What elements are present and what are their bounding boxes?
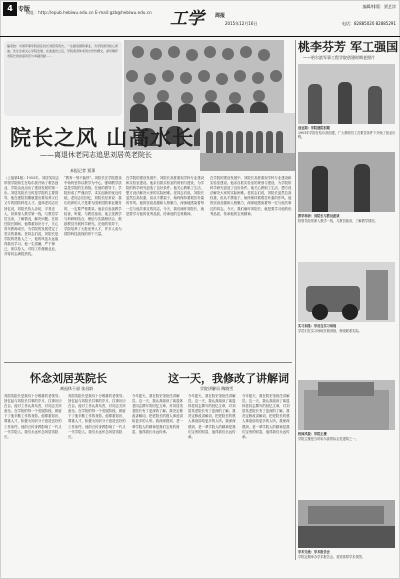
- lower-left-byline: 离退休干部 张昌龄: [60, 386, 94, 391]
- editor-line: 编辑/排版：贾艺淳: [362, 4, 396, 9]
- lower-mid-headline: 这一天，我修改了讲解词: [168, 372, 289, 385]
- column-divider: [295, 40, 296, 560]
- sidebar-photo-3: [298, 262, 395, 322]
- page-number-badge: 4: [3, 2, 17, 16]
- editor-note: [4, 41, 122, 116]
- masthead: [0, 0, 400, 37]
- sidebar-photo-1: [298, 64, 395, 124]
- sidebar-title: 桃李芬芳 军工强国: [298, 40, 399, 54]
- article-column-2: “教育一刻不能停”。刘院长在学院建设中始终坚持以教学为中心，强调教学质量是学院的生命线。在他的倡导下，学院形成了严谨治学、求实创新的优良传统。老同志们回忆，刘院长经常说：我们培养的人才是要为国家国防事业服务的，一定要严格要求。他亲自参加教学检查，听课，与教员座谈。他主张教学与科研相结合，理论与实践相结合，鼓励教员开展科学研究。在他的领导下，学院培养了大批优秀人才，许多人成为国防科技战线的骨干力量。: [64, 176, 122, 237]
- section-divider: [4, 362, 292, 363]
- lower-mid-column-1: 今年夏天，我在院史馆担任讲解员。这一天，我认真阅读了离退休老同志撰写的回忆文章，对刘居英老院长有了更深的了解。我决定修改讲解词，把老院长的感人事迹讲给更多的人听。我深深感到，老一辈学院人的精神是我们宝贵的财富，值得我们永远传承。: [132, 394, 183, 434]
- lower-left-column-1: 刘居英院长是我们十分敬重的老领导。回忆起与刘院长共事的岁月，往事历历在目。他对工作认真负责，对同志关怀备至。在学院的每一个发展阶段，都留下了他辛勤工作的身影。他尊重知识、尊重人才，积极为知识分子创造良好的工作条件。他的言传身教影响了一代又一代学院人。我们永远怀念刘居英院长。: [4, 394, 62, 439]
- page-label: 专版: [18, 6, 31, 13]
- lower-left-column-2: 刘居英院长是我们十分敬重的老领导。回忆起与刘院长共事的岁月，往事历历在目。他对工作认真负责，对同志关怀备至。在学院的每一个发展阶段，都留下了他辛勤工作的身影。他尊重知识、尊重人才，积极为知识分子创造良好的工作条件。他的言传身教影响了一代又一代学院人。我们永远怀念刘居英院长。: [68, 394, 126, 439]
- sidebar-caption-4: 校园风貌：学院主楼 学院主楼是当时哈尔滨的标志性建筑之一。: [298, 432, 359, 441]
- paper-sub: 周报: [215, 13, 226, 19]
- lower-mid-column-2: 今年夏天，我在院史馆担任讲解员。这一天，我认真阅读了离退休老同志撰写的回忆文章，对刘居英老院长有了更深的了解。我决定修改讲解词，把老院长的感人事迹讲给更多的人听。我深深感到，老一辈学院人的精神是我们宝贵的财富，值得我们永远传承。: [188, 394, 236, 439]
- sidebar-caption-5: 学术交流：学术报告会 学院定期举办学术报告会，营造浓厚学术氛围。: [298, 550, 365, 559]
- sidebar-photo-4: [298, 380, 395, 430]
- sidebar-caption-2: 教学科研：刘院长与教员座谈 院领导经常深入教学一线，与教员座谈，了解教学情况。: [298, 214, 378, 223]
- issue-date: 2015年12月16日: [225, 21, 258, 26]
- article-byline: 本报记者 贾萧: [70, 168, 96, 173]
- lower-left-headline: 怀念刘居英院长: [30, 372, 107, 385]
- page-title: 院长之风 山高水长: [10, 125, 195, 150]
- article-column-4: 在学院的建设发展中，刘院长高度重视学科专业建设和实验室建设。他亲自抓实验室的规划与建设，为学院的科学研究创造了良好条件。他关心教职工生活，想方设法解决大家的实际困难。老同志们说，刘院长虽然位高权重，但从不摆架子，始终保持着艰苦朴素的作风。他的崇高品德和人格魅力，深深地感染着每一位与他共事过的同志。今天，我们缅怀刘院长，就是要学习他的优秀品质，传承他的宝贵精神。: [210, 176, 292, 216]
- lower-mid-byline: 学院讲解员 陶晓雪: [200, 386, 234, 391]
- sidebar-subtitle: ——哈尔滨军事工程学院创建时期老照片: [303, 55, 375, 60]
- sidebar-photo-2: [298, 152, 395, 212]
- article-column-1: （上接第4版）1953年，刘居英同志带领学院师生在哈尔滨开始了艰苦创业，学院由此迈出了建设发展的第一步。刘居英院长当时是学院的主要领导，他在建院初期就提出要培养又红又专的国防科技人才。退休老同志们回忆说，刘院长待人亲切，平易近人，常常深入教学第一线，与教员学员交谈，了解情况，解决问题。在担任院长期间，他尊重知识分子，关心青年教师成长，为学院的发展奠定了坚实的基础。老同志们说，刘院长是学院的奠基人之一，他的风范永远值得我们学习。他一生清廉，严于律己，宽以待人，对待工作兢兢业业，对待同志满腔热忱。: [4, 176, 59, 257]
- paper-name: 工学: [170, 9, 204, 29]
- page-subtitle: ——离退休老同志追思刘居英老院长: [40, 151, 152, 159]
- group-photo: [200, 113, 295, 171]
- telephone-line: 电话：82885020 82885291: [342, 21, 396, 26]
- article-column-3: 在学院的建设发展中，刘院长高度重视学科专业建设和实验室建设。他亲自抓实验室的规划与建设，为学院的科学研究创造了良好条件。他关心教职工生活，想方设法解决大家的实际困难。老同志们说，刘院长虽然位高权重，但从不摆架子，始终保持着艰苦朴素的作风。他的崇高品德和人格魅力，深深地感染着每一位与他共事过的同志。今天，我们缅怀刘院长，就是要学习他的优秀品质，传承他的宝贵精神。: [126, 176, 204, 216]
- lower-mid-column-3: 今年夏天，我在院史馆担任讲解员。这一天，我认真阅读了离退休老同志撰写的回忆文章，对刘居英老院长有了更深的了解。我决定修改讲解词，把老院长的感人事迹讲给更多的人听。我深深感到，老一辈学院人的精神是我们宝贵的财富，值得我们永远传承。: [242, 394, 290, 439]
- url-line[interactable]: 网址：http://epub.hebiwu.edu.cn E-mail:gzb@hebiwu.edu.cn: [26, 10, 152, 15]
- sidebar-caption-3: 实习训练：学员在实习场地 学员们在实习场地开展训练，理论联系实际。: [298, 324, 362, 333]
- sidebar-caption-1: 创业期：学院建院初期 1953年学院在哈尔滨创建，广大教职员工在艰苦条件下开始了创业历程。: [298, 126, 396, 140]
- sidebar-photo-5: [298, 500, 395, 548]
- editor-note-text: 编者按：中国军事学院首任校长刘居英同志，一生献身国防事业，为学院建设呕心沥血。先生生前关心学院发展，在他逝世之后，学院离退休老同志纷纷撰文，深切缅怀老院长的崇高风范与卓越贡献……: [7, 44, 119, 58]
